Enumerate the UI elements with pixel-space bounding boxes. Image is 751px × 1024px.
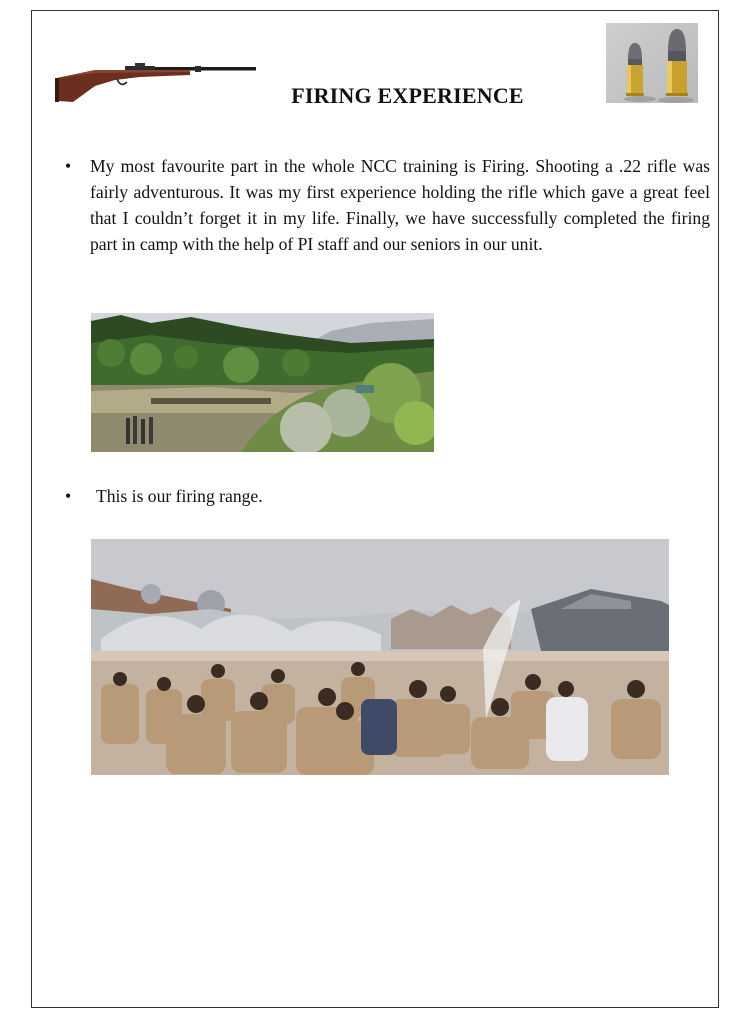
bullet-text: This is our firing range.: [96, 486, 263, 506]
bullet-marker: •: [65, 486, 72, 506]
bullet-text: My most favourite part in the whole NCC training is Firing. Shooting a .22 rifle was fairly adventurous. It was my first experience holding the rifle which gave a great feel that I couldn’t forget it in my life. Finally, we have successfully completed the firing part in camp with the help of PI staff and our seniors in our unit.: [90, 156, 710, 254]
cadets-photo: [91, 539, 669, 775]
bullet-marker: •: [65, 156, 72, 176]
bullet-item: [65, 483, 263, 509]
rifle-icon: [55, 58, 260, 106]
page-title: FIRING EXPERIENCE: [291, 83, 524, 108]
bullets-icon: [606, 23, 698, 103]
bullet-item: [65, 153, 710, 257]
forest-photo: [91, 313, 434, 452]
